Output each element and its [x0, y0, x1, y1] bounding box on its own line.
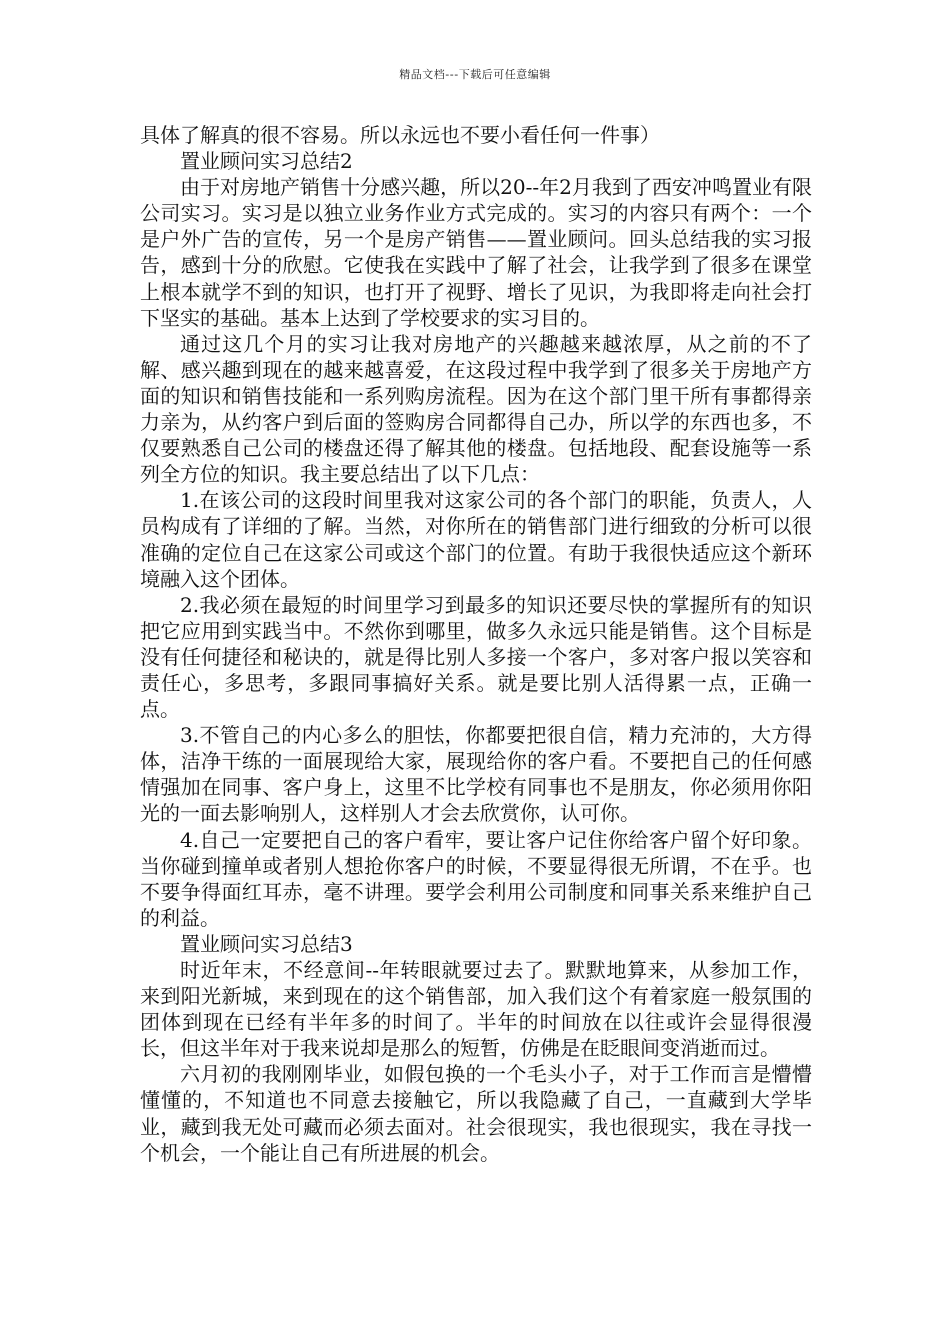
document-body	[140, 122, 812, 1166]
numbered-paragraph-2: 2.我必须在最短的时间里学习到最多的知识还要尽快的掌握所有的知识把它应用到实践当中。不然你到哪里，做多久永远只能是销售。这个目标是没有任何捷径和秘诀的，就是得比别人多接一个客户，多对客户报以笑容和责任心，多思考，多跟同事搞好关系。就是要比别人活得累一点，正确一点。	[140, 592, 812, 722]
numbered-paragraph-3: 3.不管自己的内心多么的胆怯，你都要把很自信，精力充沛的，大方得体，洁净干练的一面展现给大家，展现给你的客户看。不要把自己的任何感情强加在同事、客户身上，这里不比学校有同事也不是朋友，你必须用你阳光的一面去影响别人，这样别人才会去欣赏你，认可你。	[140, 723, 812, 826]
paragraph-continuation: 具体了解真的很不容易。所以永远也不要小看任何一件事）	[140, 123, 660, 147]
section-heading-2: 置业顾问实习总结2	[180, 149, 353, 174]
paragraph: 通过这几个月的实习让我对房地产的兴趣越来越浓厚，从之前的不了解、感兴趣到现在的越来越喜爱，在这段过程中我学到了很多关于房地产方面的知识和销售技能和一系列购房流程。因为在这个部门里干所有事都得亲力亲为，从约客户到后面的签购房合同都得自己办，所以学的东西也多，不仅要熟悉自己公司的楼盘还得了解其他的楼盘。包括地段、配套设施等一系列全方位的知识。我主要总结出了以下几点：	[140, 331, 812, 487]
numbered-paragraph-1: 1.在该公司的这段时间里我对这家公司的各个部门的职能，负责人，人员构成有了详细的了解。当然，对你所在的销售部门进行细致的分析可以很准确的定位自己在这家公司或这个部门的位置。有助于我很快适应这个新环境融入这个团体。	[140, 488, 812, 591]
page-header: 精品文档---下载后可任意编辑	[399, 68, 551, 81]
numbered-paragraph-4: 4.自己一定要把自己的客户看牢，要让客户记住你给客户留个好印象。当你碰到撞单或者别人想抢你客户的时候，不要显得很无所谓，不在乎。也不要争得面红耳赤，毫不讲理。要学会利用公司制度和同事关系来维护自己的利益。	[140, 827, 812, 930]
paragraph: 六月初的我刚刚毕业，如假包换的一个毛头小子，对于工作而言是懵懵懂懂的，不知道也不同意去接触它，所以我隐藏了自己，一直藏到大学毕业，藏到我无处可藏而必须去面对。社会很现实，我也很现实，我在寻找一个机会，一个能让自己有所进展的机会。	[140, 1062, 812, 1165]
paragraph: 由于对房地产销售十分感兴趣，所以20--年2月我到了西安冲鸣置业有限公司实习。实习是以独立业务作业方式完成的。实习的内容只有两个：一个是户外广告的宣传，另一个是房产销售——置业顾问。回头总结我的实习报告，感到十分的欣慰。它使我在实践中了解了社会，让我学到了很多在课堂上根本就学不到的知识，也打开了视野、增长了见识，为我即将走向社会打下坚实的基础。基本上达到了学校要求的实习目的。	[140, 175, 812, 330]
paragraph: 时近年末，不经意间--年转眼就要过去了。默默地算来，从参加工作，来到阳光新城，来到现在的这个销售部，加入我们这个有着家庭一般氛围的团体到现在已经有半年多的时间了。半年的时间放在以往或许会显得很漫长，但这半年对于我来说却是那么的短暂，仿佛是在眨眼间变消逝而过。	[140, 958, 812, 1061]
section-heading-3: 置业顾问实习总结3	[180, 931, 353, 956]
